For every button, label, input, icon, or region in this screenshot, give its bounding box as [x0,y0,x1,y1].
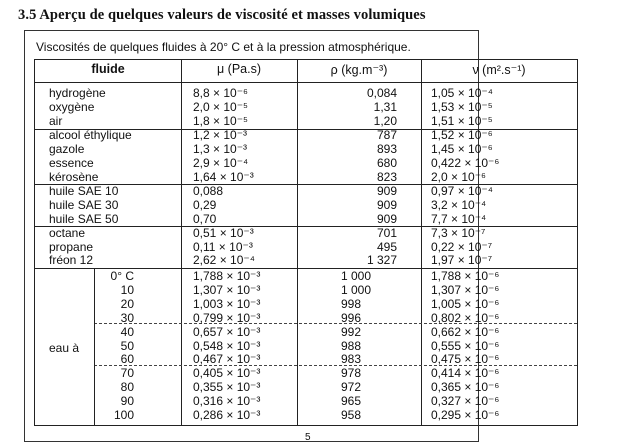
density-value: 1 000 [341,282,372,297]
density-value: 965 [341,394,362,409]
density-value: 495 [376,239,397,254]
density-value: 978 [341,366,362,381]
density-value: 787 [376,127,397,142]
fluid-name: fréon 12 [49,253,94,268]
column-divider [181,60,182,425]
viscosity-value: 0,29 [193,197,217,212]
density-value: 972 [341,380,362,395]
kinematic-viscosity-value: 1,005 × 10⁻⁶ [431,296,500,311]
water-temperature: 10 [120,282,134,297]
density-value: 1,20 [373,113,397,128]
fluid-name: oxygène [49,99,95,114]
viscosity-value: 0,088 [193,183,224,198]
kinematic-viscosity-value: 1,45 × 10⁻⁶ [431,141,493,156]
kinematic-viscosity-value: 0,327 × 10⁻⁶ [431,394,500,409]
header-viscosity: μ (Pa.s) [216,62,261,76]
kinematic-viscosity-value: 1,51 × 10⁻⁵ [431,113,493,128]
header-fluid: fluide [91,62,125,76]
viscosity-value: 1,307 × 10⁻³ [193,282,261,297]
kinematic-viscosity-value: 0,295 × 10⁻⁶ [431,408,500,422]
viscosity-value: 2,0 × 10⁻⁵ [193,99,249,114]
viscosity-value: 0,51 × 10⁻³ [193,225,254,240]
density-value: 893 [376,141,397,156]
fluid-name: octane [49,225,86,240]
water-temperature: 80 [120,380,134,395]
header-divider [35,82,577,83]
water-temperature: 30 [120,310,134,325]
density-value: 988 [341,338,362,353]
page-number: 5 [305,432,311,443]
fluid-name: huile SAE 10 [49,183,119,198]
kinematic-viscosity-value: 0,475 × 10⁻⁶ [431,352,500,367]
viscosity-value: 0,355 × 10⁻³ [193,380,261,395]
viscosity-value: 0,405 × 10⁻³ [193,366,261,381]
water-temperature: 50 [120,338,134,353]
kinematic-viscosity-value: 1,52 × 10⁻⁶ [431,127,493,142]
kinematic-viscosity-value: 0,414 × 10⁻⁶ [431,366,500,381]
viscosity-value: 1,8 × 10⁻⁵ [193,113,249,128]
kinematic-viscosity-value: 3,2 × 10⁻⁴ [431,197,487,212]
fluid-name: air [49,113,63,128]
fluid-name: alcool éthylique [49,127,132,142]
viscosity-value: 0,11 × 10⁻³ [193,239,253,254]
density-value: 996 [341,310,362,325]
density-value: 823 [376,169,397,184]
fluid-name: essence [49,155,94,170]
viscosity-value: 1,788 × 10⁻³ [193,269,261,283]
table-caption: Viscosités de quelques fluides à 20° C et à la pression atmosphérique. [36,40,411,54]
viscosity-value: 1,003 × 10⁻³ [193,296,261,311]
viscosity-value: 0,286 × 10⁻³ [193,408,261,422]
kinematic-viscosity-value: 7,3 × 10⁻⁷ [431,225,486,240]
viscosity-value: 1,3 × 10⁻³ [193,141,248,156]
density-value: 998 [341,296,362,311]
viscosity-value: 2,62 × 10⁻⁴ [193,253,255,268]
density-value: 958 [341,408,362,422]
fluid-name: kérosène [49,169,99,184]
water-temperature: 100 [113,408,134,422]
water-dashed-divider [94,365,577,366]
density-value: 0,084 [366,86,397,100]
kinematic-viscosity-value: 0,422 × 10⁻⁶ [431,155,500,170]
water-temperature: 0° C [110,269,134,283]
density-value: 701 [376,225,397,240]
water-temperature: 70 [120,366,134,381]
viscosity-value: 0,467 × 10⁻³ [193,352,261,367]
kinematic-viscosity-value: 2,0 × 10⁻⁶ [431,169,486,184]
kinematic-viscosity-value: 0,802 × 10⁻⁶ [431,310,500,325]
density-value: 680 [376,155,397,170]
kinematic-viscosity-value: 0,97 × 10⁻⁴ [431,183,493,198]
density-value: 909 [376,197,397,212]
kinematic-viscosity-value: 0,555 × 10⁻⁶ [431,338,500,353]
density-value: 1 000 [341,269,372,283]
header-density: ρ (kg.m⁻³) [330,63,388,77]
water-dashed-divider [94,323,577,324]
viscosity-value: 0,548 × 10⁻³ [193,338,261,353]
viscosity-value: 8,8 × 10⁻⁶ [193,86,248,100]
fluid-name: gazole [49,141,85,156]
viscosity-table [34,59,578,426]
viscosity-value: 1,64 × 10⁻³ [193,169,254,184]
water-temperature: 40 [120,324,134,339]
header-kinematic-viscosity: ν (m².s⁻¹) [472,63,526,77]
viscosity-value: 0,70 [193,211,217,226]
viscosity-value: 1,2 × 10⁻³ [193,127,248,142]
kinematic-viscosity-value: 0,365 × 10⁻⁶ [431,380,500,395]
section-heading: 3.5 Aperçu de quelques valeurs de viscosité et masses volumiques [18,7,426,23]
density-value: 1 327 [366,253,397,268]
density-value: 909 [376,211,397,226]
kinematic-viscosity-value: 1,53 × 10⁻⁵ [431,99,493,114]
kinematic-viscosity-value: 1,788 × 10⁻⁶ [431,269,500,283]
density-value: 992 [341,324,362,339]
viscosity-value: 0,657 × 10⁻³ [193,324,261,339]
density-value: 909 [376,183,397,198]
kinematic-viscosity-value: 7,7 × 10⁻⁴ [431,211,487,226]
water-temperature: 90 [120,394,134,409]
viscosity-value: 0,799 × 10⁻³ [193,310,261,325]
fluid-name: huile SAE 50 [49,211,119,226]
water-temperature: 20 [120,296,134,311]
viscosity-value: 0,316 × 10⁻³ [193,394,261,409]
kinematic-viscosity-value: 0,662 × 10⁻⁶ [431,324,500,339]
kinematic-viscosity-value: 1,05 × 10⁻⁴ [431,86,493,100]
fluid-name: huile SAE 30 [49,197,119,212]
viscosity-value: 2,9 × 10⁻⁴ [193,155,249,170]
kinematic-viscosity-value: 1,97 × 10⁻⁷ [431,253,493,268]
water-temperature: 60 [120,352,134,367]
fluid-name: hydrogène [49,86,106,100]
kinematic-viscosity-value: 1,307 × 10⁻⁶ [431,282,500,297]
kinematic-viscosity-value: 0,22 × 10⁻⁷ [431,239,493,254]
fluid-name: propane [49,239,94,254]
water-label: eau à [49,341,80,355]
density-value: 983 [341,352,362,367]
density-value: 1,31 [373,99,397,114]
column-divider [421,60,422,425]
